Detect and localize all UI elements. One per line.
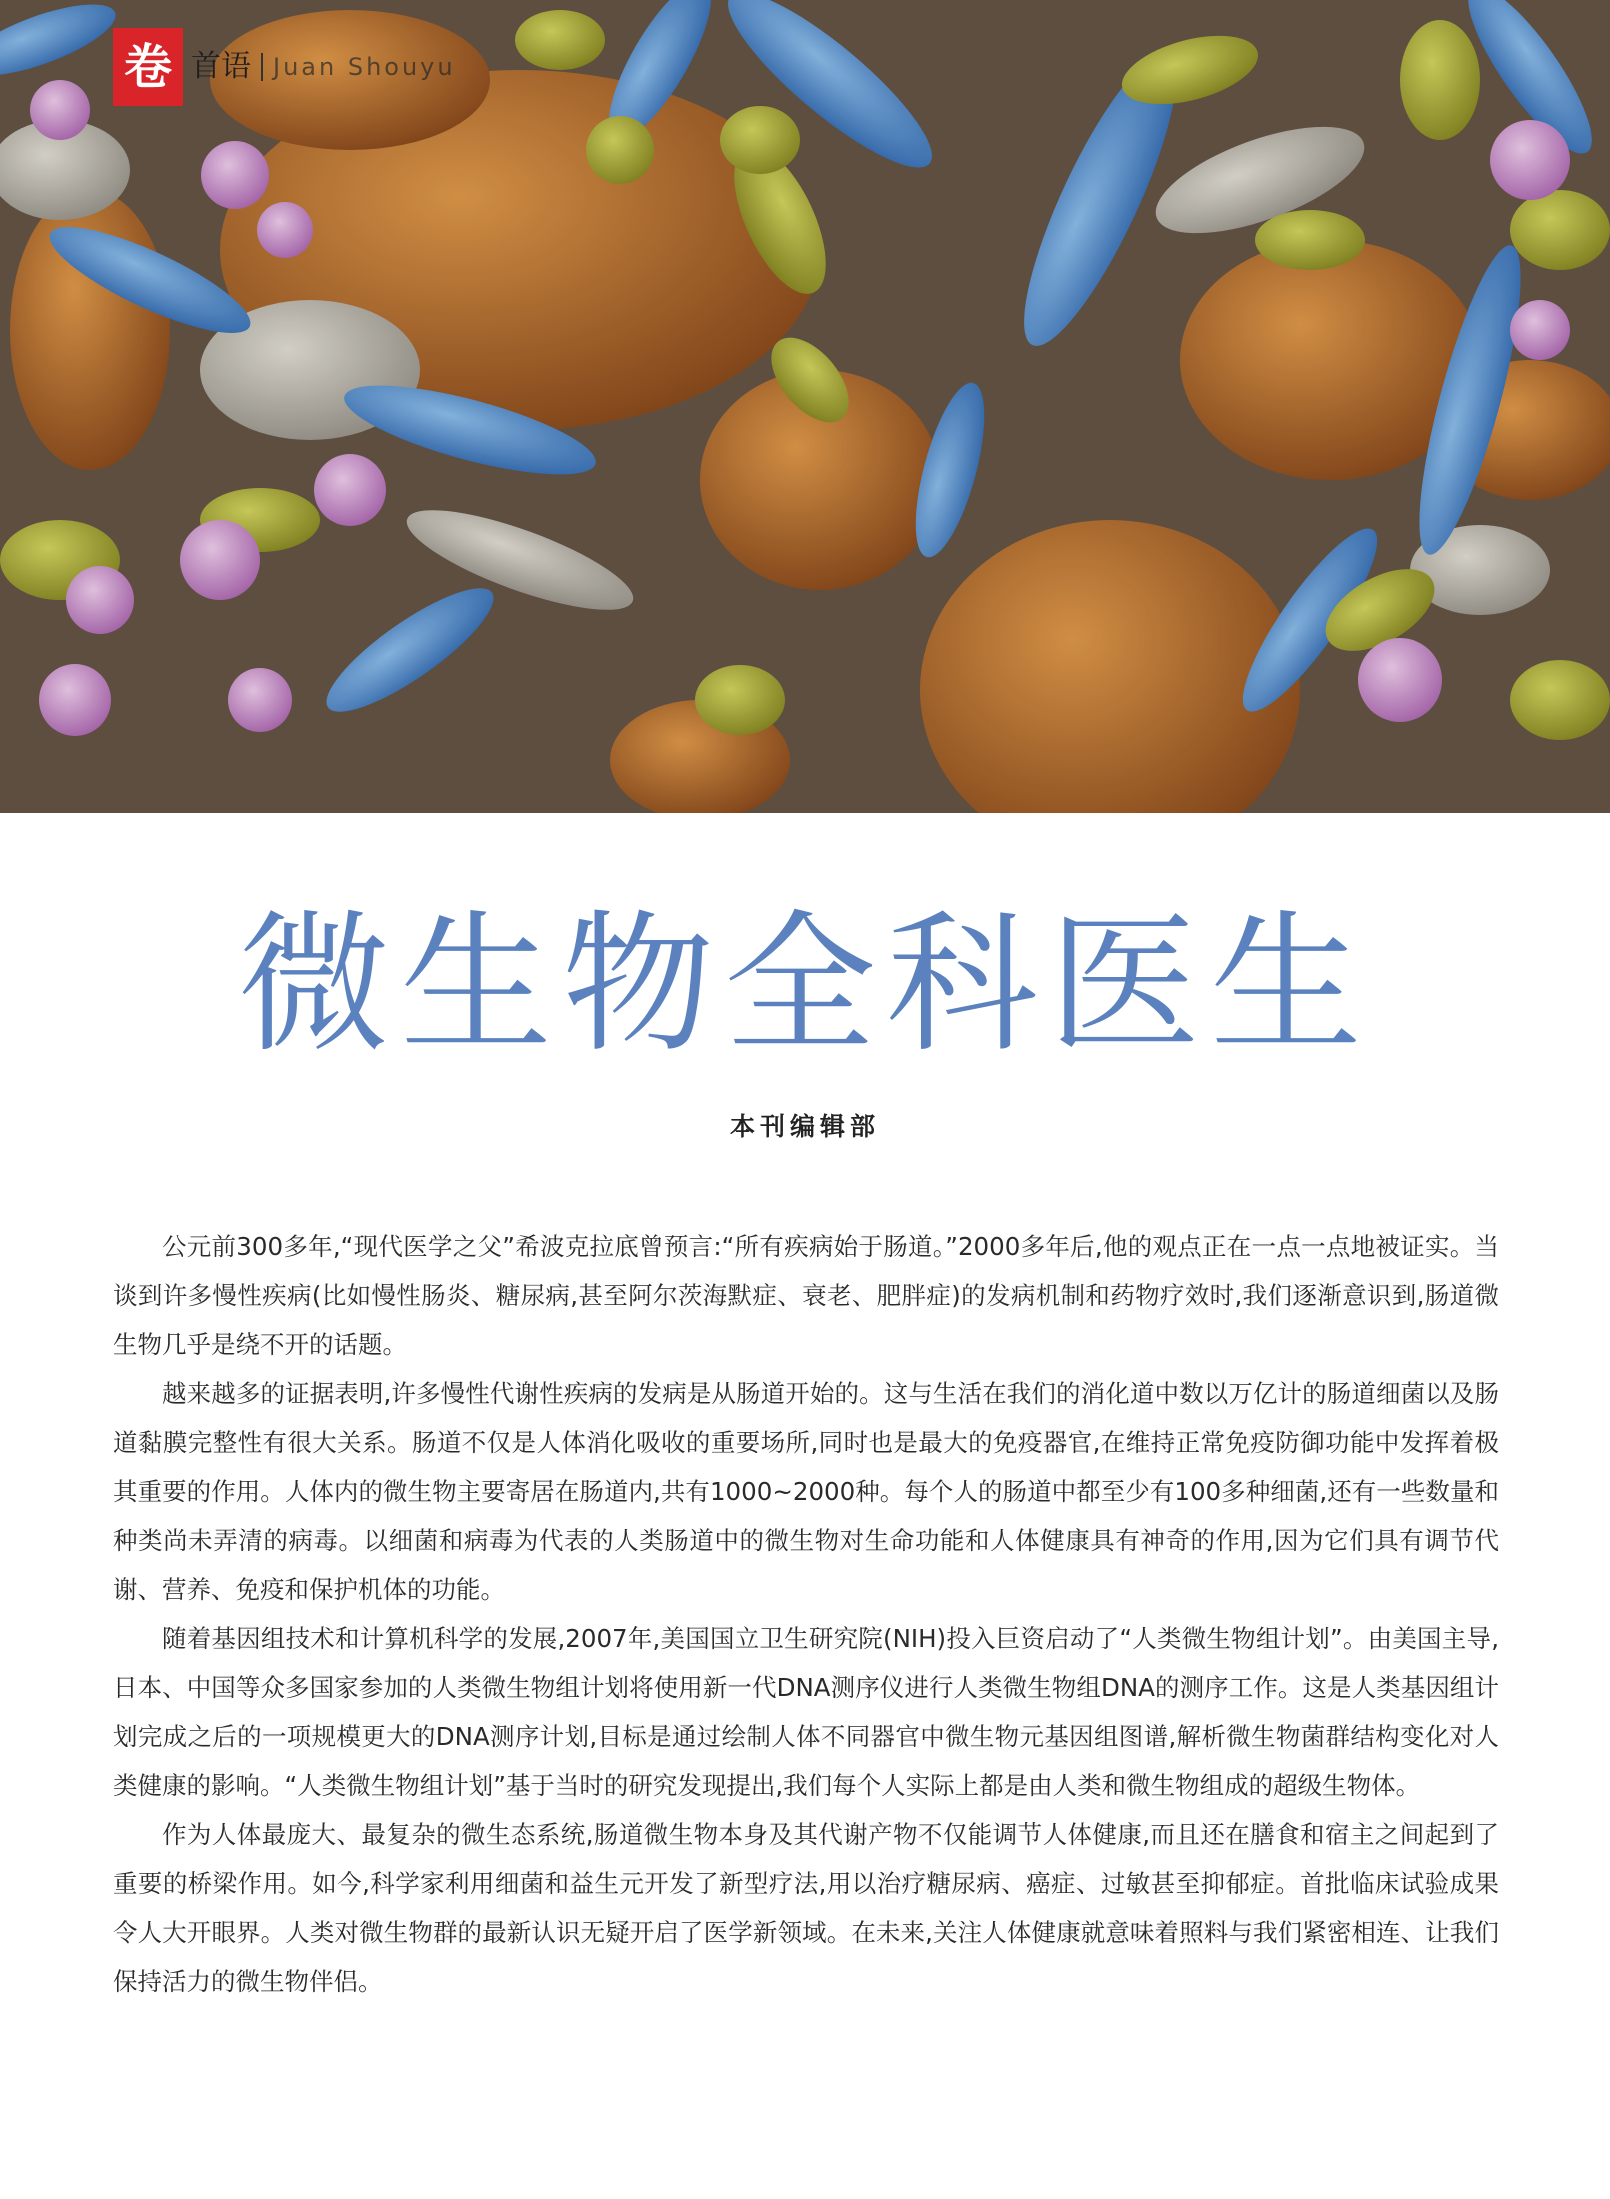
article-byline: 本刊编辑部 [729,1112,880,1141]
section-pinyin: Juan Shouyu [273,53,456,81]
section-divider [261,53,263,81]
hero-image [0,0,1610,813]
article-title: 微生物全科医生 [238,896,1372,1073]
bacteria-micrograph [0,0,1610,813]
section-char-badge: 卷 [113,28,183,106]
section-tag [113,28,456,106]
paragraph-3: 随着基因组技术和计算机科学的发展,2007年,美国国立卫生研究院(NIH)投入巨资启动了“人类微生物组计划”。由美国主导,日本、中国等众多国家参加的人类微生物组计划将使用新一代DNA测序仪进行人类微生物组DNA的测序工作。这是人类基因组计划完成之后的一项规模更大的DNA测序计划,目标是通过绘制人体不同器官中微生物元基因组图谱,解析微生物菌群结构变化对人类健康的影响。“人类微生物组计划”基于当时的研究发现提出,我们每个人实际上都是由人类和微生物组成的超级生物体。 [113,1624,1499,1800]
paragraph-1: 公元前300多年,“现代医学之父”希波克拉底曾预言:“所有疾病始于肠道。”2000多年后,他的观点正在一点一点地被证实。当谈到许多慢性疾病(比如慢性肠炎、糖尿病,甚至阿尔茨海默症、衰老、肥胖症)的发病机制和药物疗效时,我们逐渐意识到,肠道微生物几乎是绕不开的话题。 [113,1232,1499,1359]
paragraph-2: 越来越多的证据表明,许多慢性代谢性疾病的发病是从肠道开始的。这与生活在我们的消化道中数以万亿计的肠道细菌以及肠道黏膜完整性有很大关系。肠道不仅是人体消化吸收的重要场所,同时也是最大的免疫器官,在维持正常免疫防御功能中发挥着极其重要的作用。人体内的微生物主要寄居在肠道内,共有1000~2000种。每个人的肠道中都至少有100多种细菌,还有一些数量和种类尚未弄清的病毒。以细菌和病毒为代表的人类肠道中的微生物对生命功能和人体健康具有神奇的作用,因为它们具有调节代谢、营养、免疫和保护机体的功能。 [113,1379,1499,1604]
article-body [113,1222,1499,2006]
section-label: 首语 [191,49,251,84]
paragraph-4: 作为人体最庞大、最复杂的微生态系统,肠道微生物本身及其代谢产物不仅能调节人体健康,而且还在膳食和宿主之间起到了重要的桥梁作用。如今,科学家利用细菌和益生元开发了新型疗法,用以治疗糖尿病、癌症、过敏甚至抑郁症。首批临床试验成果令人大开眼界。人类对微生物群的最新认识无疑开启了医学新领域。在未来,关注人体健康就意味着照料与我们紧密相连、让我们保持活力的微生物伴侣。 [113,1820,1499,1996]
